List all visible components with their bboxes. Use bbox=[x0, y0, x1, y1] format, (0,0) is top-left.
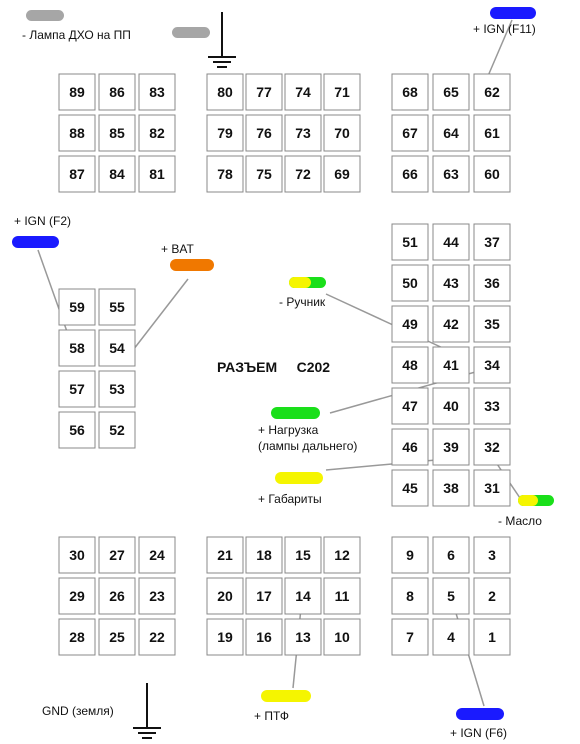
yellow-wire-marker bbox=[275, 472, 323, 484]
pin-24 bbox=[139, 537, 175, 573]
bat-label: + BAT bbox=[161, 242, 194, 256]
pin-45 bbox=[392, 470, 428, 506]
pin-48 bbox=[392, 347, 428, 383]
pin-26 bbox=[99, 578, 135, 614]
pin-76 bbox=[246, 115, 282, 151]
pin-number: 40 bbox=[443, 398, 459, 414]
pin-44 bbox=[433, 224, 469, 260]
pin-33 bbox=[474, 388, 510, 424]
pin-19 bbox=[207, 619, 243, 655]
pin-number: 38 bbox=[443, 480, 459, 496]
pin-10 bbox=[324, 619, 360, 655]
pin-number: 34 bbox=[484, 357, 500, 373]
pin-number: 58 bbox=[69, 340, 85, 356]
pin-number: 36 bbox=[484, 275, 500, 291]
pin-number: 51 bbox=[402, 234, 418, 250]
pin-number: 65 bbox=[443, 84, 459, 100]
pin-number: 26 bbox=[109, 588, 125, 604]
pin-number: 75 bbox=[256, 166, 272, 182]
pin-6 bbox=[433, 537, 469, 573]
pin-number: 68 bbox=[402, 84, 418, 100]
pin-60 bbox=[474, 156, 510, 192]
pin-59 bbox=[59, 289, 95, 325]
pin-38 bbox=[433, 470, 469, 506]
pin-number: 17 bbox=[256, 588, 272, 604]
pin-number: 70 bbox=[334, 125, 350, 141]
pin-53 bbox=[99, 371, 135, 407]
pin-number: 74 bbox=[295, 84, 311, 100]
pin-number: 21 bbox=[217, 547, 233, 563]
pin-36 bbox=[474, 265, 510, 301]
pin-7 bbox=[392, 619, 428, 655]
pin-number: 28 bbox=[69, 629, 85, 645]
pin-50 bbox=[392, 265, 428, 301]
gabarity-label: + Габариты bbox=[258, 492, 322, 506]
pin-4 bbox=[433, 619, 469, 655]
pin-number: 50 bbox=[402, 275, 418, 291]
pin-number: 87 bbox=[69, 166, 85, 182]
green-wire-marker bbox=[271, 407, 320, 419]
pin-52 bbox=[99, 412, 135, 448]
pin-number: 61 bbox=[484, 125, 500, 141]
pin-number: 3 bbox=[488, 547, 496, 563]
pin-32 bbox=[474, 429, 510, 465]
pin-number: 59 bbox=[69, 299, 85, 315]
pin-13 bbox=[285, 619, 321, 655]
ground-icon bbox=[208, 12, 236, 67]
pin-number: 19 bbox=[217, 629, 233, 645]
pin-55 bbox=[99, 289, 135, 325]
pin-number: 39 bbox=[443, 439, 459, 455]
pin-number: 14 bbox=[295, 588, 311, 604]
pin-number: 33 bbox=[484, 398, 500, 414]
pin-number: 71 bbox=[334, 84, 350, 100]
pin-number: 16 bbox=[256, 629, 272, 645]
connector-title: РАЗЪЕМ С202 bbox=[217, 359, 331, 375]
pin-22 bbox=[139, 619, 175, 655]
pin-number: 29 bbox=[69, 588, 85, 604]
pin-number: 46 bbox=[402, 439, 418, 455]
pin-number: 24 bbox=[149, 547, 165, 563]
pin-72 bbox=[285, 156, 321, 192]
pin-80 bbox=[207, 74, 243, 110]
pin-number: 5 bbox=[447, 588, 455, 604]
pin-83 bbox=[139, 74, 175, 110]
pin-number: 22 bbox=[149, 629, 165, 645]
pin-8 bbox=[392, 578, 428, 614]
gnd-label: GND (земля) bbox=[42, 704, 114, 718]
pin-number: 66 bbox=[402, 166, 418, 182]
pin-number: 15 bbox=[295, 547, 311, 563]
pin-number: 43 bbox=[443, 275, 459, 291]
pin-number: 4 bbox=[447, 629, 455, 645]
pin-number: 6 bbox=[447, 547, 455, 563]
yellow-green-wire-marker bbox=[289, 277, 326, 288]
pin-number: 53 bbox=[109, 381, 125, 397]
pin-number: 47 bbox=[402, 398, 418, 414]
pin-number: 27 bbox=[109, 547, 125, 563]
pin-1 bbox=[474, 619, 510, 655]
pin-number: 79 bbox=[217, 125, 233, 141]
pin-28 bbox=[59, 619, 95, 655]
pin-37 bbox=[474, 224, 510, 260]
pin-18 bbox=[246, 537, 282, 573]
pin-15 bbox=[285, 537, 321, 573]
pin-49 bbox=[392, 306, 428, 342]
pin-16 bbox=[246, 619, 282, 655]
pin-21 bbox=[207, 537, 243, 573]
pin-number: 10 bbox=[334, 629, 350, 645]
pin-9 bbox=[392, 537, 428, 573]
pin-number: 63 bbox=[443, 166, 459, 182]
pin-79 bbox=[207, 115, 243, 151]
nagruzka-sublabel: (лампы дальнего) bbox=[258, 439, 358, 453]
pin-75 bbox=[246, 156, 282, 192]
pin-number: 12 bbox=[334, 547, 350, 563]
maslo-label: - Масло bbox=[498, 514, 542, 528]
pin-number: 52 bbox=[109, 422, 125, 438]
pin-34 bbox=[474, 347, 510, 383]
pin-number: 1 bbox=[488, 629, 496, 645]
pin-14 bbox=[285, 578, 321, 614]
pin-61 bbox=[474, 115, 510, 151]
pin-54 bbox=[99, 330, 135, 366]
pin-39 bbox=[433, 429, 469, 465]
pin-11 bbox=[324, 578, 360, 614]
pin-73 bbox=[285, 115, 321, 151]
pin-number: 49 bbox=[402, 316, 418, 332]
pin-number: 69 bbox=[334, 166, 350, 182]
pin-number: 37 bbox=[484, 234, 500, 250]
pin-29 bbox=[59, 578, 95, 614]
pin-66 bbox=[392, 156, 428, 192]
pin-number: 80 bbox=[217, 84, 233, 100]
pin-68 bbox=[392, 74, 428, 110]
pin-62 bbox=[474, 74, 510, 110]
pin-number: 25 bbox=[109, 629, 125, 645]
blue-wire-marker bbox=[456, 708, 504, 720]
pin-81 bbox=[139, 156, 175, 192]
pin-27 bbox=[99, 537, 135, 573]
pin-86 bbox=[99, 74, 135, 110]
pin-number: 81 bbox=[149, 166, 165, 182]
gray-wire-marker bbox=[172, 27, 210, 38]
pin-number: 42 bbox=[443, 316, 459, 332]
pin-number: 78 bbox=[217, 166, 233, 182]
pin-63 bbox=[433, 156, 469, 192]
pin-17 bbox=[246, 578, 282, 614]
pin-number: 20 bbox=[217, 588, 233, 604]
ign-f2-label: + IGN (F2) bbox=[14, 214, 72, 228]
ign-f11-label: + IGN (F11) bbox=[473, 22, 536, 36]
pin-number: 88 bbox=[69, 125, 85, 141]
pin-82 bbox=[139, 115, 175, 151]
pin-30 bbox=[59, 537, 95, 573]
pin-number: 85 bbox=[109, 125, 125, 141]
pin-number: 23 bbox=[149, 588, 165, 604]
pin-number: 45 bbox=[402, 480, 418, 496]
pin-78 bbox=[207, 156, 243, 192]
pin-number: 56 bbox=[69, 422, 85, 438]
pin-number: 11 bbox=[334, 588, 350, 604]
pin-67 bbox=[392, 115, 428, 151]
ground-icon bbox=[133, 683, 161, 738]
pin-41 bbox=[433, 347, 469, 383]
pin-89 bbox=[59, 74, 95, 110]
pin-number: 62 bbox=[484, 84, 500, 100]
blue-wire-marker bbox=[490, 7, 536, 19]
pin-number: 30 bbox=[69, 547, 85, 563]
pin-51 bbox=[392, 224, 428, 260]
pin-number: 8 bbox=[406, 588, 414, 604]
pin-71 bbox=[324, 74, 360, 110]
pin-5 bbox=[433, 578, 469, 614]
pin-number: 77 bbox=[256, 84, 272, 100]
pin-number: 84 bbox=[109, 166, 125, 182]
pin-74 bbox=[285, 74, 321, 110]
pin-42 bbox=[433, 306, 469, 342]
pin-number: 76 bbox=[256, 125, 272, 141]
pin-number: 83 bbox=[149, 84, 165, 100]
blue-wire-marker bbox=[12, 236, 59, 248]
pin-12 bbox=[324, 537, 360, 573]
pin-43 bbox=[433, 265, 469, 301]
pin-number: 72 bbox=[295, 166, 311, 182]
pin-31 bbox=[474, 470, 510, 506]
gray-wire-marker bbox=[26, 10, 64, 21]
pin-number: 82 bbox=[149, 125, 165, 141]
pin-number: 54 bbox=[109, 340, 125, 356]
pin-40 bbox=[433, 388, 469, 424]
pin-85 bbox=[99, 115, 135, 151]
pin-number: 86 bbox=[109, 84, 125, 100]
pin-number: 55 bbox=[109, 299, 125, 315]
pin-number: 13 bbox=[295, 629, 311, 645]
pin-number: 73 bbox=[295, 125, 311, 141]
pin-2 bbox=[474, 578, 510, 614]
pin-number: 67 bbox=[402, 125, 418, 141]
pin-87 bbox=[59, 156, 95, 192]
nagruzka-label: + Нагрузка bbox=[258, 423, 319, 437]
pin-number: 35 bbox=[484, 316, 500, 332]
pin-number: 89 bbox=[69, 84, 85, 100]
pin-number: 18 bbox=[256, 547, 272, 563]
pin-57 bbox=[59, 371, 95, 407]
pin-number: 7 bbox=[406, 629, 414, 645]
ptf-label: + ПТФ bbox=[254, 709, 290, 723]
wire-to-pin-54 bbox=[130, 279, 188, 354]
pin-3 bbox=[474, 537, 510, 573]
yellow-wire-marker bbox=[261, 690, 311, 702]
pin-69 bbox=[324, 156, 360, 192]
pin-88 bbox=[59, 115, 95, 151]
pin-number: 31 bbox=[484, 480, 500, 496]
pin-number: 64 bbox=[443, 125, 459, 141]
ruchnik-label: - Ручник bbox=[279, 295, 326, 309]
pin-number: 48 bbox=[402, 357, 418, 373]
pin-56 bbox=[59, 412, 95, 448]
pin-20 bbox=[207, 578, 243, 614]
dho-label: - Лампа ДХО на ПП bbox=[22, 28, 131, 42]
pin-47 bbox=[392, 388, 428, 424]
pin-number: 32 bbox=[484, 439, 500, 455]
pin-25 bbox=[99, 619, 135, 655]
ign-f6-label: + IGN (F6) bbox=[450, 726, 508, 740]
yellow-green-wire-marker bbox=[518, 495, 554, 506]
pin-23 bbox=[139, 578, 175, 614]
pin-number: 60 bbox=[484, 166, 500, 182]
pin-58 bbox=[59, 330, 95, 366]
pin-number: 9 bbox=[406, 547, 414, 563]
pin-84 bbox=[99, 156, 135, 192]
pin-65 bbox=[433, 74, 469, 110]
pin-46 bbox=[392, 429, 428, 465]
orange-wire-marker bbox=[170, 259, 214, 271]
pin-35 bbox=[474, 306, 510, 342]
pin-number: 2 bbox=[488, 588, 496, 604]
pin-77 bbox=[246, 74, 282, 110]
pin-70 bbox=[324, 115, 360, 151]
pin-number: 57 bbox=[69, 381, 85, 397]
pin-number: 44 bbox=[443, 234, 459, 250]
pin-number: 41 bbox=[443, 357, 459, 373]
pin-64 bbox=[433, 115, 469, 151]
